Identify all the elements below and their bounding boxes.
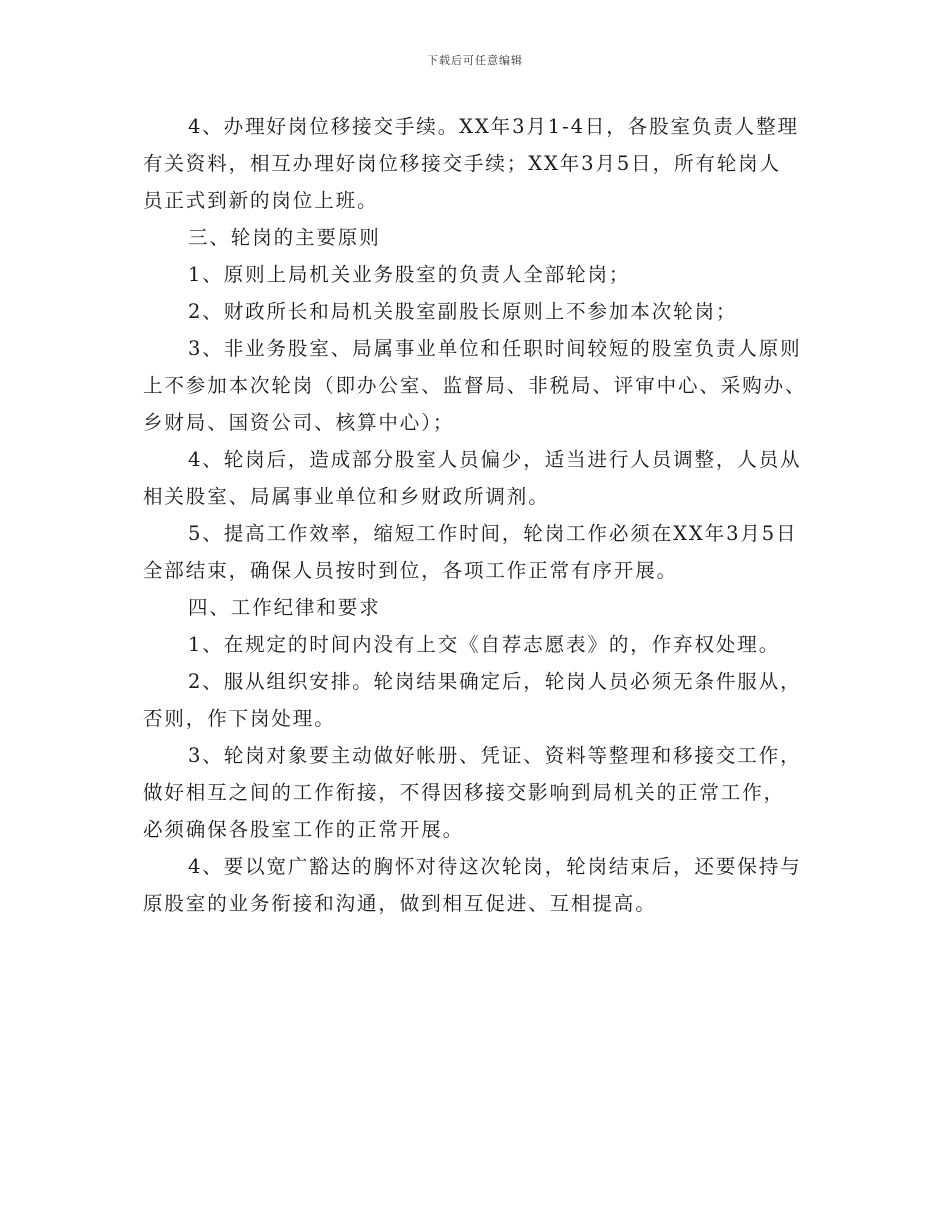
page-header: 下载后可任意编辑 — [427, 54, 523, 67]
text-line: 2、财政所长和局机关股室副股长原则上不参加本次轮岗； — [188, 300, 738, 323]
text-line: 上不参加本次轮岗（即办公室、监督局、非税局、评审中心、采购办、 — [143, 374, 807, 397]
text-line: 4、办理好岗位移接交手续。XX年3月1-4日，各股室负责人整理 — [188, 115, 799, 138]
text-line: 三、轮岗的主要原则 — [188, 226, 381, 249]
text-line: 四、工作纪律和要求 — [188, 596, 381, 619]
text-line: 原股室的业务衔接和沟通，做到相互促进、互相提高。 — [143, 892, 657, 915]
text-line: 必须确保各股室工作的正常开展。 — [143, 818, 465, 841]
text-line: 做好相互之间的工作衔接，不得因移接交影响到局机关的正常工作， — [143, 781, 786, 804]
text-line: 4、要以宽广豁达的胸怀对待这次轮岗，轮岗结束后，还要保持与 — [188, 855, 802, 878]
text-line: 3、非业务股室、局属事业单位和任职时间较短的股室负责人原则 — [188, 337, 802, 360]
text-line: 相关股室、局属事业单位和乡财政所调剂。 — [143, 485, 550, 508]
text-line: 有关资料，相互办理好岗位移接交手续；XX年3月5日，所有轮岗人 — [143, 152, 781, 175]
text-line: 否则，作下岗处理。 — [143, 707, 336, 730]
text-line: 3、轮岗对象要主动做好帐册、凭证、资料等整理和移接交工作， — [188, 744, 802, 767]
text-line: 5、提高工作效率，缩短工作时间，轮岗工作必须在XX年3月5日 — [188, 522, 798, 545]
text-line: 乡财局、国资公司、核算中心）； — [143, 411, 455, 434]
text-line: 1、在规定的时间内没有上交《自荐志愿表》的，作弃权处理。 — [188, 633, 781, 656]
text-line: 员正式到新的岗位上班。 — [143, 189, 379, 212]
document-body — [143, 108, 807, 922]
text-line: 2、服从组织安排。轮岗结果确定后，轮岗人员必须无条件服从， — [188, 670, 802, 693]
text-line: 1、原则上局机关业务股室的负责人全部轮岗； — [188, 263, 631, 286]
text-line: 4、轮岗后，造成部分股室人员偏少，适当进行人员调整，人员从 — [188, 448, 802, 471]
text-line: 全部结束，确保人员按时到位，各项工作正常有序开展。 — [143, 559, 679, 582]
